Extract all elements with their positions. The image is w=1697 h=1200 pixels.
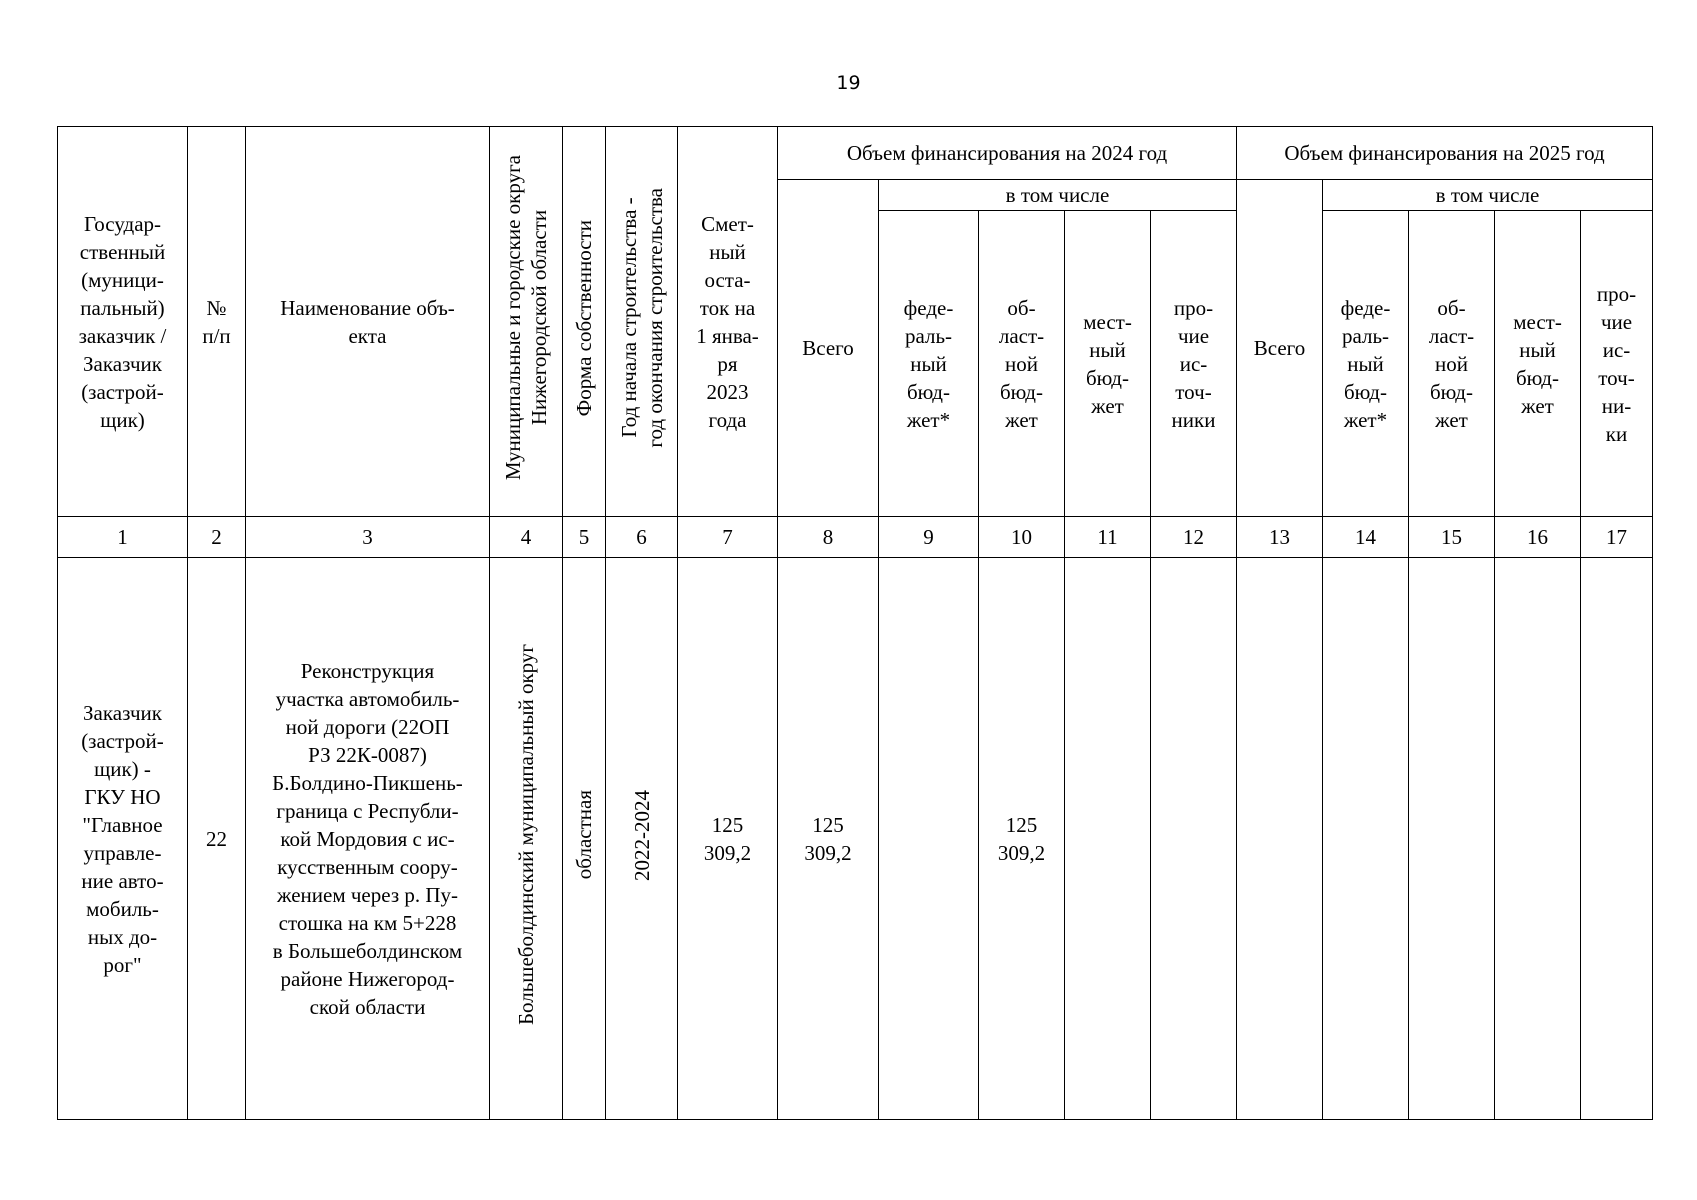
header-num: № п/п [188,127,246,517]
header-other-2025: про- чие ис- точ- ни- ки [1581,211,1653,517]
header-estimate: Смет- ный оста- ток на 1 янва- ря 2023 года [678,127,778,517]
row-estimate: 125 309,2 [678,558,778,1120]
header-years-text: Год начала строительства - год окончания строительства [616,188,667,448]
header-other-2024: про- чие ис- точ- ники [1151,211,1237,517]
row-total-2025 [1237,558,1323,1120]
row-other-2025 [1581,558,1653,1120]
column-number: 1 [58,517,188,558]
row-other-2024 [1151,558,1237,1120]
header-total-2024: Всего [778,180,879,517]
header-funding-2025: Объем финансирования на 2025 год [1237,127,1653,180]
header-local-2024: мест- ный бюд- жет [1065,211,1151,517]
row-ownership [563,558,606,1120]
page-number: 19 [836,72,861,94]
row-municipality-text: Большеболдинский муниципальный округ [514,644,538,1026]
column-number: 5 [563,517,606,558]
header-row-1 [58,127,1653,180]
header-ownership-text: Форма собственности [572,219,596,417]
row-ownership-text: областная [572,790,596,880]
column-number: 4 [490,517,563,558]
header-customer: Государ- ственный (муници- пальный) заказчик / Заказчик (застрой- щик) [58,127,188,517]
column-number: 6 [606,517,678,558]
header-regional-2025: об- ласт- ной бюд- жет [1409,211,1495,517]
header-regional-2024: об- ласт- ной бюд- жет [979,211,1065,517]
row-total-2024: 125 309,2 [778,558,879,1120]
header-municipality-text: Муниципальные и городские округа Нижегородской области [501,155,551,481]
row-local-2024 [1065,558,1151,1120]
header-municipality [490,127,563,517]
table-row [58,558,1653,1120]
row-federal-2024 [879,558,979,1120]
column-number: 10 [979,517,1065,558]
row-regional-2025 [1409,558,1495,1120]
row-regional-2024: 125 309,2 [979,558,1065,1120]
column-number: 17 [1581,517,1653,558]
row-num: 22 [188,558,246,1120]
row-local-2025 [1495,558,1581,1120]
column-number-row [58,517,1653,558]
column-number: 16 [1495,517,1581,558]
row-years-text: 2022-2024 [629,789,654,881]
row-federal-2025 [1323,558,1409,1120]
header-object-name: Наименование объ- екта [246,127,490,517]
column-number: 2 [188,517,246,558]
financing-table [57,126,1653,1120]
header-including-2025: в том числе [1323,180,1653,211]
column-number: 14 [1323,517,1409,558]
column-number: 15 [1409,517,1495,558]
row-municipality [490,558,563,1120]
header-years [606,127,678,517]
row-customer: Заказчик (застрой- щик) - ГКУ НО "Главное управле- ние авто- мобиль- ных до- рог" [58,558,188,1120]
header-local-2025: мест- ный бюд- жет [1495,211,1581,517]
column-number: 12 [1151,517,1237,558]
column-number: 11 [1065,517,1151,558]
header-funding-2024: Объем финансирования на 2024 год [778,127,1237,180]
column-number: 8 [778,517,879,558]
header-including-2024: в том числе [879,180,1237,211]
header-federal-2024: феде- раль- ный бюд- жет* [879,211,979,517]
column-number: 3 [246,517,490,558]
column-number: 13 [1237,517,1323,558]
header-ownership [563,127,606,517]
header-total-2025: Всего [1237,180,1323,517]
column-number: 9 [879,517,979,558]
header-federal-2025: феде- раль- ный бюд- жет* [1323,211,1409,517]
column-number: 7 [678,517,778,558]
row-years [606,558,678,1120]
row-object-name: Реконструкция участка автомобиль- ной дороги (22ОП РЗ 22К-0087) Б.Болдино-Пикшень- граница с Республи- кой Мордовия с ис- кусственным соору- жением через р. Пу- стошка на км 5+228 в Большеболдинском районе Нижегород- ской области [246,558,490,1120]
